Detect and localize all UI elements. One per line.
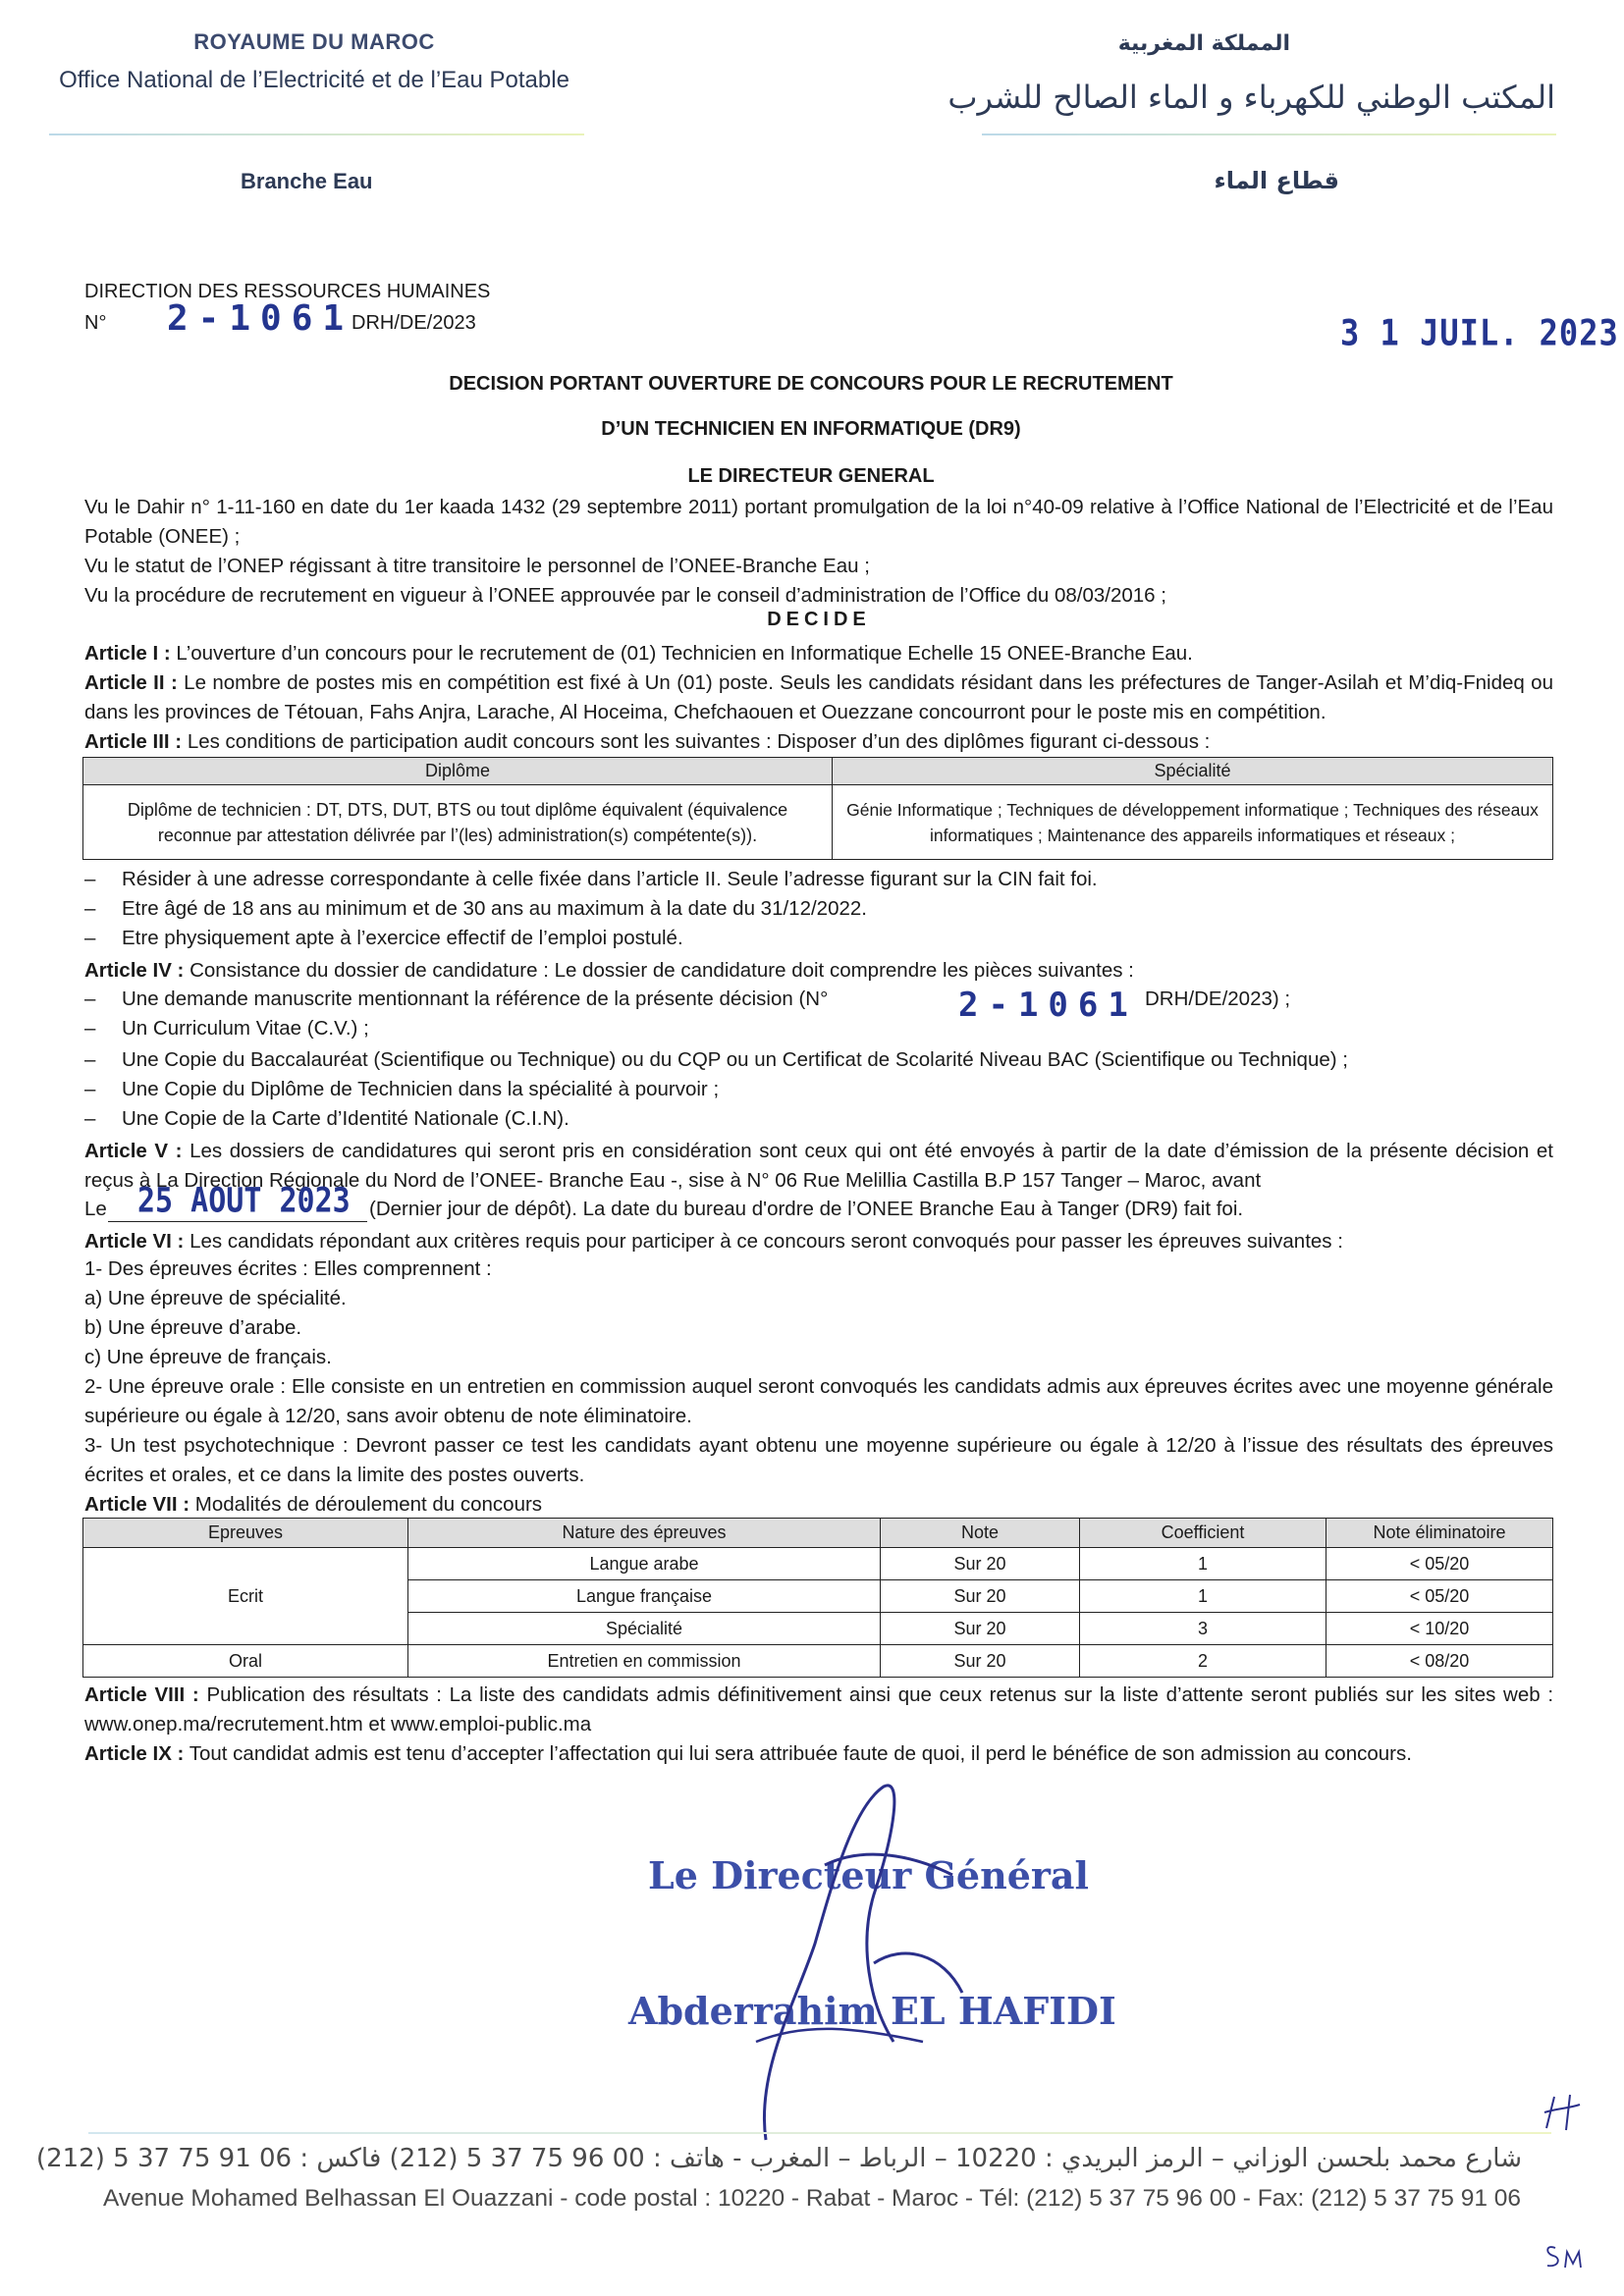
deadline-tail: (Dernier jour de dépôt). La date du bureau d'ordre de l’ONEE Branche Eau à Tanger (DR9) fait foi. <box>369 1198 1244 1220</box>
dossier-item-2: – Un Curriculum Vitae (C.V.) ; <box>84 1017 369 1040</box>
initials-mark-2 <box>1542 2238 1591 2273</box>
article-1 <box>84 639 1553 668</box>
article-5-label: Article V : <box>84 1140 183 1162</box>
oral-exam: 2- Une épreuve orale : Elle consiste en un entretien en commission auquel seront convoqués les candidats admis aux épreuves écrites avec une moyenne générale supérieure ou égale à 12/20, sans avoir obtenu de note éliminatoire. <box>84 1375 1553 1427</box>
diploma-table <box>82 757 1553 860</box>
office-name-fr: Office National de l’Electricité et de l’Eau Potable <box>59 67 569 93</box>
article-9-label: Article IX : <box>84 1742 185 1765</box>
table-row <box>83 1645 1553 1678</box>
col-coefficient: Coefficient <box>1080 1519 1326 1548</box>
article-8 <box>84 1681 1553 1739</box>
article-6 <box>84 1227 1553 1256</box>
exam-c: c) Une épreuve de français. <box>84 1346 332 1368</box>
article-2-label: Article II : <box>84 671 178 694</box>
table-cell: 1 <box>1080 1580 1326 1613</box>
table-cell: < 05/20 <box>1326 1548 1553 1580</box>
oral-cell: Oral <box>83 1645 408 1678</box>
table-cell: Entretien en commission <box>408 1645 881 1678</box>
table-cell: Sur 20 <box>881 1580 1080 1613</box>
diploma-cell: Diplôme de technicien : DT, DTS, DUT, BTS ou tout diplôme équivalent (équivalence reconnue par attestation délivrée par l’(les) administration(s) compétente(s)). <box>83 785 833 860</box>
decision-number-stamp: 2-1061 <box>167 298 354 339</box>
branch-ar: قطاع الماء <box>1214 167 1339 194</box>
ecrit-cell: Ecrit <box>83 1548 408 1645</box>
exam-b: b) Une épreuve d’arabe. <box>84 1316 302 1339</box>
article-3-text: Les conditions de participation audit concours sont les suivantes : Disposer d’un des diplômes figurant ci-dessous : <box>187 730 1211 753</box>
table-cell: 3 <box>1080 1613 1326 1645</box>
consideration-3: Vu la procédure de recrutement en vigueur à l’ONEE approuvée par le conseil d’administration de l’Office du 08/03/2016 ; <box>84 584 1166 607</box>
table-cell: Spécialité <box>408 1613 881 1645</box>
dossier-item-5: – Une Copie de la Carte d’Identité Nationale (C.I.N). <box>84 1107 569 1130</box>
date-stamp: 3 1 JUIL. 2023 <box>1340 311 1619 354</box>
table-cell: < 08/20 <box>1326 1645 1553 1678</box>
table-cell: Langue arabe <box>408 1548 881 1580</box>
footer-address-fr: Avenue Mohamed Belhassan El Ouazzani - code postal : 10220 - Rabat - Maroc - Tél: (212) 5 37 75 96 00 - Fax: (212) 5 37 75 91 06 <box>102 2185 1522 2212</box>
consideration-2: Vu le statut de l’ONEP régissant à titre transitoire le personnel de l’ONEE-Branche Eau ; <box>84 555 870 577</box>
article-9-text: Tout candidat admis est tenu d’accepter l’affectation qui lui sera attribuée faute de quoi, il perd le bénéfice de son admission au concours. <box>189 1742 1412 1765</box>
dossier-item-1: – Une demande manuscrite mentionnant la référence de la présente décision (N° <box>84 988 829 1010</box>
initials-mark <box>1537 2089 1586 2138</box>
reference-suffix: DRH/DE/2023 <box>352 312 476 334</box>
article-5-text: Les dossiers de candidatures qui seront pris en considération sont ceux qui ont été envoyés à partir de la date d’émission de la présente décision et reçus à La Direction Régionale du Nord de l’ONEE- Branche Eau -, sise à N° 06 Rue Melillia Castilla B.P 157 Tanger – Maroc, avant <box>84 1140 1554 1192</box>
signatory-title: Le Directeur Général <box>648 1853 1089 1897</box>
speciality-cell: Génie Informatique ; Techniques de développement informatique ; Techniques des réseaux informatiques ; Maintenance des appareils informatiques et réseaux ; <box>833 785 1553 860</box>
header-rule-left <box>49 133 584 135</box>
header-rule-right <box>982 133 1556 135</box>
col-note: Note <box>881 1519 1080 1548</box>
signatory-name: Abderrahim EL HAFIDI <box>628 1989 1116 2033</box>
table-cell: Sur 20 <box>881 1548 1080 1580</box>
article-1-label: Article I : <box>84 642 171 665</box>
dossier-item-1-suffix: DRH/DE/2023) ; <box>1145 988 1291 1010</box>
decision-title-line2: D’UN TECHNICIEN EN INFORMATIQUE (DR9) <box>601 418 1021 440</box>
branch-fr: Branche Eau <box>241 169 373 193</box>
dossier-item-4: – Une Copie du Diplôme de Technicien dans la spécialité à pourvoir ; <box>84 1078 720 1100</box>
handwritten-signature <box>628 1747 1041 2160</box>
col-epreuves: Epreuves <box>83 1519 408 1548</box>
kingdom-title-fr: ROYAUME DU MAROC <box>193 29 435 54</box>
speciality-header: Spécialité <box>833 758 1553 785</box>
article-7-text: Modalités de déroulement du concours <box>194 1493 543 1516</box>
table-cell: < 10/20 <box>1326 1613 1553 1645</box>
deadline-date-stamp: 25 AOUT 2023 <box>137 1181 351 1221</box>
written-exams: 1- Des épreuves écrites : Elles comprennent : <box>84 1257 492 1280</box>
deadline-underline <box>108 1221 367 1222</box>
header-left <box>29 29 599 94</box>
article-8-label: Article VIII : <box>84 1683 199 1706</box>
table-cell: 1 <box>1080 1548 1326 1580</box>
condition-item: – Etre âgé de 18 ans au minimum et de 30 ans au maximum à la date du 31/12/2022. <box>84 897 867 920</box>
issuer-title: LE DIRECTEUR GENERAL <box>687 465 935 487</box>
header-right <box>947 27 1555 126</box>
exam-a: a) Une épreuve de spécialité. <box>84 1287 347 1309</box>
consideration-1: Vu le Dahir n° 1-11-160 en date du 1er kaada 1432 (29 septembre 2011) portant promulgation de la loi n°40-09 relative à l’Office National de l’Electricité et de l’Eau Potable (ONEE) ; <box>84 496 1553 548</box>
article-2-text: Le nombre de postes mis en compétition est fixé à Un (01) poste. Seuls les candidats résidant dans les préfectures de Tanger-Asilah et M’diq-Fnideq ou dans les provinces de Tétouan, Fahs Anjra, Larache, Al Hoceima, Chefchaouen et Ouezzane concourront pour le poste mis en compétition. <box>84 671 1553 723</box>
decision-title-line1: DECISION PORTANT OUVERTURE DE CONCOURS POUR LE RECRUTEMENT <box>449 373 1173 395</box>
office-name-ar: المكتب الوطني للكهرباء و الماء الصالح للشرب <box>947 79 1555 116</box>
article-6-text: Les candidats répondant aux critères requis pour participer à ce concours seront convoqués pour passer les épreuves suivantes : <box>189 1230 1343 1253</box>
deadline-le: Le <box>84 1198 107 1220</box>
kingdom-title-ar: المملكة المغربية <box>1117 31 1290 56</box>
condition-item: – Etre physiquement apte à l’exercice effectif de l’emploi postulé. <box>84 927 683 949</box>
condition-item: – Résider à une adresse correspondante à celle fixée dans l’article II. Seule l’adresse figurant sur la CIN fait foi. <box>84 868 1098 890</box>
col-note-eliminatoire: Note éliminatoire <box>1326 1519 1553 1548</box>
article-3 <box>84 727 1553 757</box>
article-4-text: Consistance du dossier de candidature : Le dossier de candidature doit comprendre les pièces suivantes : <box>189 959 1134 982</box>
article-1-text: L’ouverture d’un concours pour le recrutement de (01) Technicien en Informatique Echelle 15 ONEE-Branche Eau. <box>176 642 1193 665</box>
table-cell: Sur 20 <box>881 1645 1080 1678</box>
decide-heading: DECIDE <box>767 609 871 630</box>
footer-rule <box>88 2132 1551 2134</box>
direction-label: DIRECTION DES RESSOURCES HUMAINES <box>84 281 491 302</box>
col-nature: Nature des épreuves <box>408 1519 881 1548</box>
table-row <box>83 1548 1553 1580</box>
exam-table <box>82 1518 1553 1678</box>
psycho-test: 3- Un test psychotechnique : Devront passer ce test les candidats ayant obtenu une moyenne supérieure ou égale à 12/20 à l’issue des résultats des épreuves écrites et orales, et ce dans la limite des postes ouverts. <box>84 1434 1553 1486</box>
number-label: N° <box>84 312 107 334</box>
table-cell: 2 <box>1080 1645 1326 1678</box>
article-7-label: Article VII : <box>84 1493 190 1516</box>
table-cell: Langue française <box>408 1580 881 1613</box>
article-3-label: Article III : <box>84 730 183 753</box>
table-cell: Sur 20 <box>881 1613 1080 1645</box>
table-cell: < 05/20 <box>1326 1580 1553 1613</box>
article-2 <box>84 668 1553 727</box>
article-4 <box>84 956 1553 986</box>
article-6-label: Article VI : <box>84 1230 185 1253</box>
footer-address-ar: شارع محمد بلحسن الوزاني – الرمز البريدي : 10220 – الرباط – المغرب - هاتف : 00 96 75 37 5 (212) فاكس : 06 91 75 37 5 (212) <box>35 2144 1522 2173</box>
dossier-item-3: – Une Copie du Baccalauréat (Scientifique ou Technique) ou du CQP ou un Certificat de Scolarité Niveau BAC (Scientifique ou Technique) ; <box>84 1048 1348 1071</box>
dossier-number-stamp: 2-1061 <box>958 986 1138 1025</box>
article-8-text: Publication des résultats : La liste des candidats admis définitivement ainsi que ceux retenus sur la liste d’attente seront publiés sur les sites web : www.onep.ma/recrutement.htm et www.emploi-public.ma <box>84 1683 1554 1735</box>
article-7 <box>84 1490 1553 1520</box>
article-4-label: Article IV : <box>84 959 185 982</box>
diploma-header: Diplôme <box>83 758 833 785</box>
